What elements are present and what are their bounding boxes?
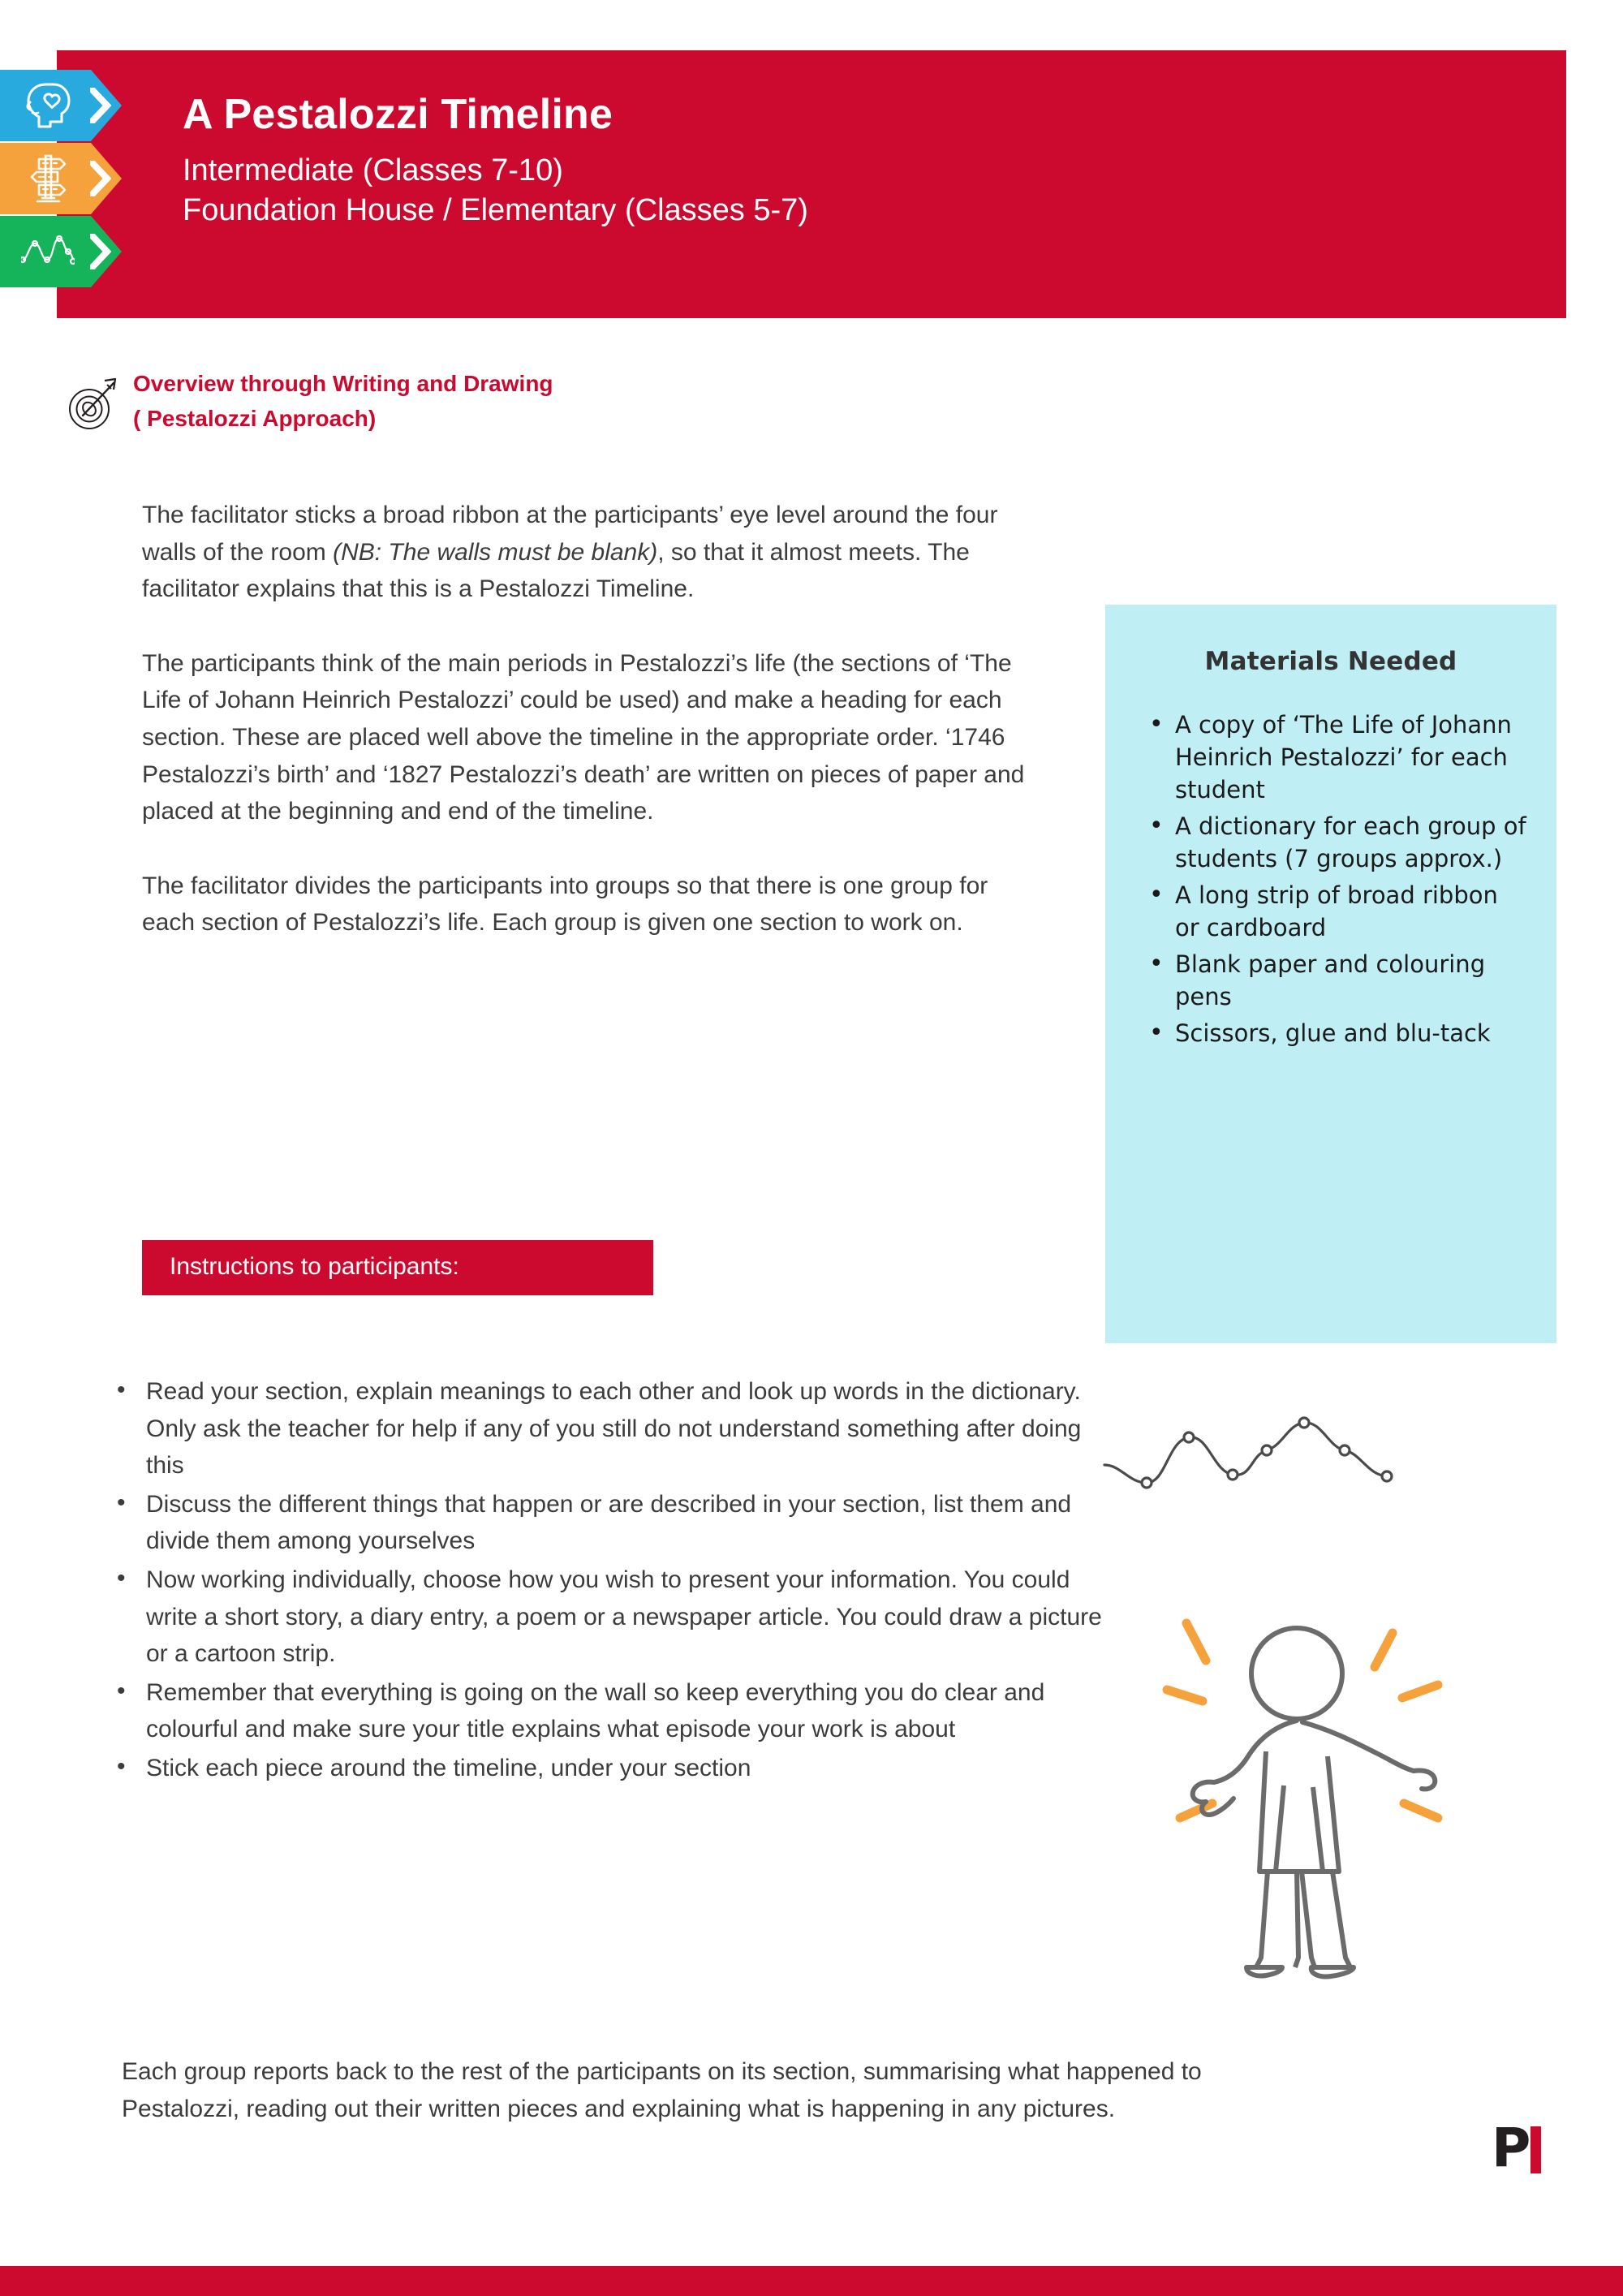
list-item: • A copy of ‘The Life of Johann Heinrich Pestalozzi’ for each student xyxy=(1175,709,1529,806)
header-subtitle-line-1: Intermediate (Classes 7-10) xyxy=(183,153,563,188)
instructions-list xyxy=(97,1373,1104,1789)
head-with-heart-icon xyxy=(21,78,75,133)
paragraph-2: The participants think of the main periods in Pestalozzi’s life (the sections of ‘The Life of Johann Heinrich Pestalozzi’ could be used) and make a heading for each section. These are placed well above the timeline in the appropriate order. ‘1746 Pestalozzi’s birth’ and ‘1827 Pestalozzi’s death’ are written on pieces of paper and placed at the beginning and end of the timeline. xyxy=(142,649,1025,825)
list-item: • Now working individually, choose how you wish to present your information. You could write a short story, a diary entry, a poem or a newspaper article. You could draw a picture or a cartoon strip. xyxy=(146,1562,1104,1673)
materials-needed-box xyxy=(1105,605,1556,1343)
header-badge-chart xyxy=(0,216,122,287)
stick-person-illustration xyxy=(1152,1583,1485,1997)
header-badge-mind xyxy=(0,70,122,141)
wave-chart-icon xyxy=(21,224,75,279)
footer-band xyxy=(0,2266,1623,2296)
target-with-arrow-icon xyxy=(65,373,122,432)
list-item: • Scissors, glue and blu-tack xyxy=(1175,1017,1529,1049)
instructions-banner: Instructions to participants: xyxy=(142,1240,653,1295)
signpost-icon xyxy=(21,151,75,206)
page-title: A Pestalozzi Timeline xyxy=(183,91,613,138)
materials-title: Materials Needed xyxy=(1204,647,1457,676)
chevron-right-icon xyxy=(90,88,111,123)
paragraph-1-part-a: The facilitator sticks a broad ribbon at the participants’ eye level around the four walls of the room xyxy=(142,502,998,566)
paragraph-1-part-b: , so that it almost meets. The facilitator explains that this is a Pestalozzi Timeline. xyxy=(142,538,970,603)
header-subtitle-line-2: Foundation House / Elementary (Classes 5-7) xyxy=(183,192,808,227)
header-badge-stack xyxy=(0,70,122,287)
header-text-block xyxy=(183,91,1400,230)
closing-paragraph: Each group reports back to the rest of the participants on its section, summarising what happened to Pestalozzi, reading out their written pieces and explaining what is happening in any pictures. xyxy=(122,2058,1202,2122)
paragraph-1 xyxy=(142,497,1039,608)
logo-letter: P xyxy=(1492,2117,1530,2179)
paragraph-1-italic-note: (NB: The walls must be blank) xyxy=(333,538,658,566)
list-item: • Remember that everything is going on the wall so keep everything you do clear and colourful and make sure your title explains what episode your work is about xyxy=(146,1674,1104,1748)
section-heading-line-2: ( Pestalozzi Approach) xyxy=(133,405,377,431)
chevron-right-icon xyxy=(90,161,111,196)
materials-list xyxy=(1133,709,1529,1049)
list-item: • Read your section, explain meanings to each other and look up words in the dictionary. Only ask the teacher for help if any of you still do not understand something after doing this xyxy=(146,1373,1104,1484)
body-column xyxy=(142,497,1039,979)
chevron-right-icon xyxy=(90,234,111,269)
list-item: • Blank paper and colouring pens xyxy=(1175,948,1529,1013)
list-item: • Discuss the different things that happen or are described in your section, list them and divide them among yourselves xyxy=(146,1486,1104,1560)
paragraph-3: The facilitator divides the participants into groups so that there is one group for each section of Pestalozzi’s life. Each group is given one section to work on. xyxy=(142,872,988,937)
section-heading-line-1: Overview through Writing and Drawing xyxy=(133,371,553,396)
wave-line-chart-illustration xyxy=(1100,1408,1538,1522)
header-badge-signpost xyxy=(0,143,122,214)
list-item: • A long strip of broad ribbon or cardboard xyxy=(1175,879,1529,944)
list-item: • A dictionary for each group of students (7 groups approx.) xyxy=(1175,810,1529,875)
section-heading xyxy=(65,365,1039,436)
section-heading-text xyxy=(133,365,553,436)
list-item: • Stick each piece around the timeline, under your section xyxy=(146,1750,1104,1787)
pestalozzi-logo xyxy=(1492,2117,1548,2179)
logo-accent-bar xyxy=(1530,2126,1541,2173)
